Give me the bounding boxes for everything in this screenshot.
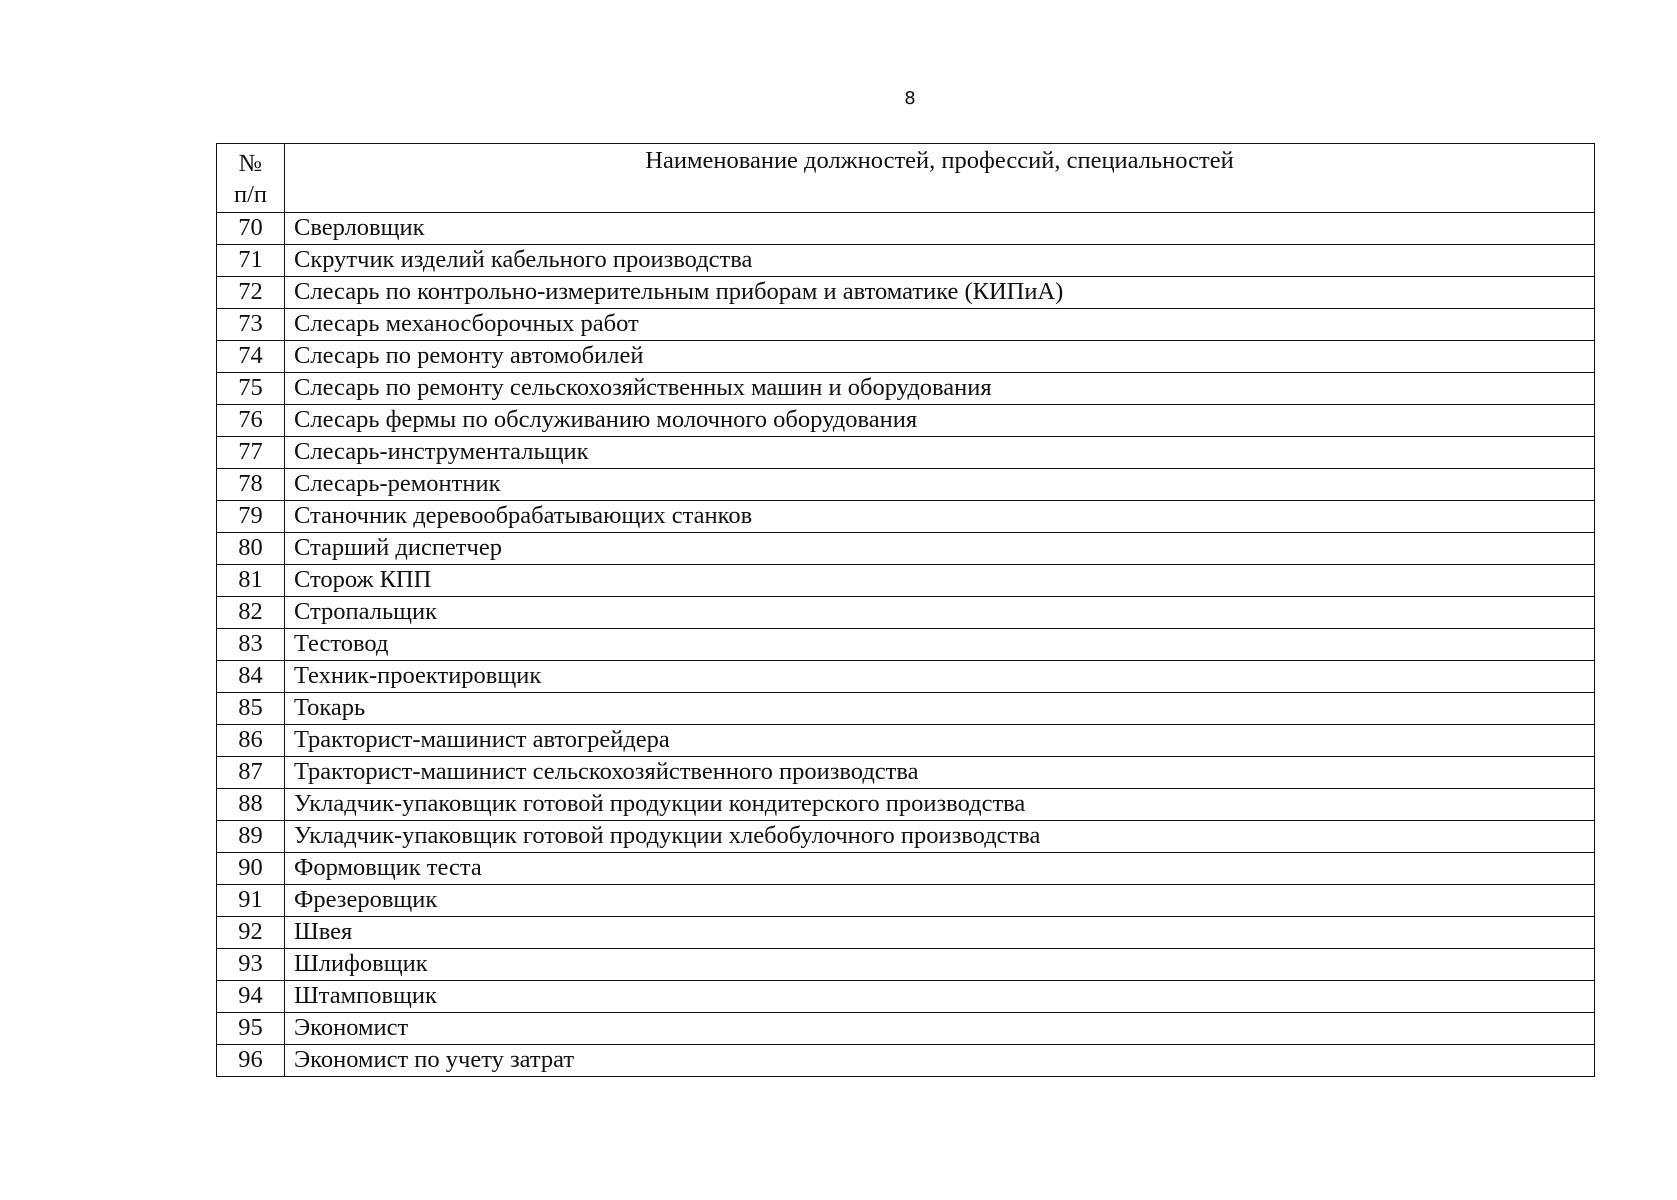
row-position-name: Штамповщик bbox=[285, 981, 1595, 1013]
table-row bbox=[217, 469, 1595, 501]
row-number: 91 bbox=[217, 885, 285, 917]
row-number: 93 bbox=[217, 949, 285, 981]
row-position-name: Шлифовщик bbox=[285, 949, 1595, 981]
row-number: 78 bbox=[217, 469, 285, 501]
positions-table bbox=[216, 143, 1595, 1077]
table-row bbox=[217, 1013, 1595, 1045]
row-number: 89 bbox=[217, 821, 285, 853]
row-position-name: Старший диспетчер bbox=[285, 533, 1595, 565]
header-name-cell: Наименование должностей, профессий, специальностей bbox=[285, 144, 1595, 213]
row-number: 76 bbox=[217, 405, 285, 437]
row-number: 84 bbox=[217, 661, 285, 693]
row-position-name: Слесарь-инструментальщик bbox=[285, 437, 1595, 469]
row-number: 88 bbox=[217, 789, 285, 821]
row-number: 74 bbox=[217, 341, 285, 373]
row-number: 85 bbox=[217, 693, 285, 725]
table-row bbox=[217, 661, 1595, 693]
table-row bbox=[217, 309, 1595, 341]
row-number: 80 bbox=[217, 533, 285, 565]
page-number: 8 bbox=[904, 88, 916, 109]
table-row bbox=[217, 1045, 1595, 1077]
row-position-name: Техник-проектировщик bbox=[285, 661, 1595, 693]
row-position-name: Слесарь механосборочных работ bbox=[285, 309, 1595, 341]
table-row bbox=[217, 629, 1595, 661]
row-number: 90 bbox=[217, 853, 285, 885]
table-row bbox=[217, 277, 1595, 309]
row-number: 95 bbox=[217, 1013, 285, 1045]
table-row bbox=[217, 405, 1595, 437]
table-row bbox=[217, 949, 1595, 981]
table-row bbox=[217, 981, 1595, 1013]
header-number-abbr: п/п bbox=[233, 181, 268, 208]
row-number: 86 bbox=[217, 725, 285, 757]
row-position-name: Слесарь фермы по обслуживанию молочного оборудования bbox=[285, 405, 1595, 437]
row-position-name: Скрутчик изделий кабельного производства bbox=[285, 245, 1595, 277]
table-row bbox=[217, 533, 1595, 565]
row-position-name: Экономист по учету затрат bbox=[285, 1045, 1595, 1077]
row-position-name: Формовщик теста bbox=[285, 853, 1595, 885]
row-number: 73 bbox=[217, 309, 285, 341]
row-position-name: Слесарь-ремонтник bbox=[285, 469, 1595, 501]
row-position-name: Стропальщик bbox=[285, 597, 1595, 629]
row-position-name: Тракторист-машинист сельскохозяйственного производства bbox=[285, 757, 1595, 789]
table-row bbox=[217, 693, 1595, 725]
row-position-name: Сторож КПП bbox=[285, 565, 1595, 597]
row-number: 87 bbox=[217, 757, 285, 789]
row-position-name: Швея bbox=[285, 917, 1595, 949]
table-row bbox=[217, 885, 1595, 917]
row-number: 92 bbox=[217, 917, 285, 949]
table-row bbox=[217, 341, 1595, 373]
table-row bbox=[217, 437, 1595, 469]
row-number: 82 bbox=[217, 597, 285, 629]
row-position-name: Сверловщик bbox=[285, 213, 1595, 245]
table-row bbox=[217, 373, 1595, 405]
row-number: 83 bbox=[217, 629, 285, 661]
table-row bbox=[217, 853, 1595, 885]
row-position-name: Токарь bbox=[285, 693, 1595, 725]
table-body bbox=[217, 213, 1595, 1077]
row-position-name: Слесарь по контрольно-измерительным приборам и автоматике (КИПиА) bbox=[285, 277, 1595, 309]
row-number: 77 bbox=[217, 437, 285, 469]
table-row bbox=[217, 757, 1595, 789]
row-position-name: Станочник деревообрабатывающих станков bbox=[285, 501, 1595, 533]
row-number: 96 bbox=[217, 1045, 285, 1077]
header-number-cell bbox=[217, 144, 285, 213]
row-number: 71 bbox=[217, 245, 285, 277]
row-number: 72 bbox=[217, 277, 285, 309]
table-row bbox=[217, 789, 1595, 821]
row-position-name: Слесарь по ремонту сельскохозяйственных машин и оборудования bbox=[285, 373, 1595, 405]
header-number-symbol: № bbox=[238, 150, 263, 177]
row-number: 70 bbox=[217, 213, 285, 245]
row-position-name: Фрезеровщик bbox=[285, 885, 1595, 917]
table-row bbox=[217, 245, 1595, 277]
row-number: 75 bbox=[217, 373, 285, 405]
table-row bbox=[217, 725, 1595, 757]
row-number: 79 bbox=[217, 501, 285, 533]
table-row bbox=[217, 821, 1595, 853]
row-position-name: Тестовод bbox=[285, 629, 1595, 661]
row-number: 94 bbox=[217, 981, 285, 1013]
row-position-name: Укладчик-упаковщик готовой продукции кондитерского производства bbox=[285, 789, 1595, 821]
table-row bbox=[217, 501, 1595, 533]
table-header-row bbox=[217, 144, 1595, 213]
table-row bbox=[217, 565, 1595, 597]
table-row bbox=[217, 597, 1595, 629]
row-position-name: Экономист bbox=[285, 1013, 1595, 1045]
row-position-name: Укладчик-упаковщик готовой продукции хлебобулочного производства bbox=[285, 821, 1595, 853]
table-row bbox=[217, 213, 1595, 245]
row-position-name: Тракторист-машинист автогрейдера bbox=[285, 725, 1595, 757]
row-number: 81 bbox=[217, 565, 285, 597]
table-row bbox=[217, 917, 1595, 949]
row-position-name: Слесарь по ремонту автомобилей bbox=[285, 341, 1595, 373]
